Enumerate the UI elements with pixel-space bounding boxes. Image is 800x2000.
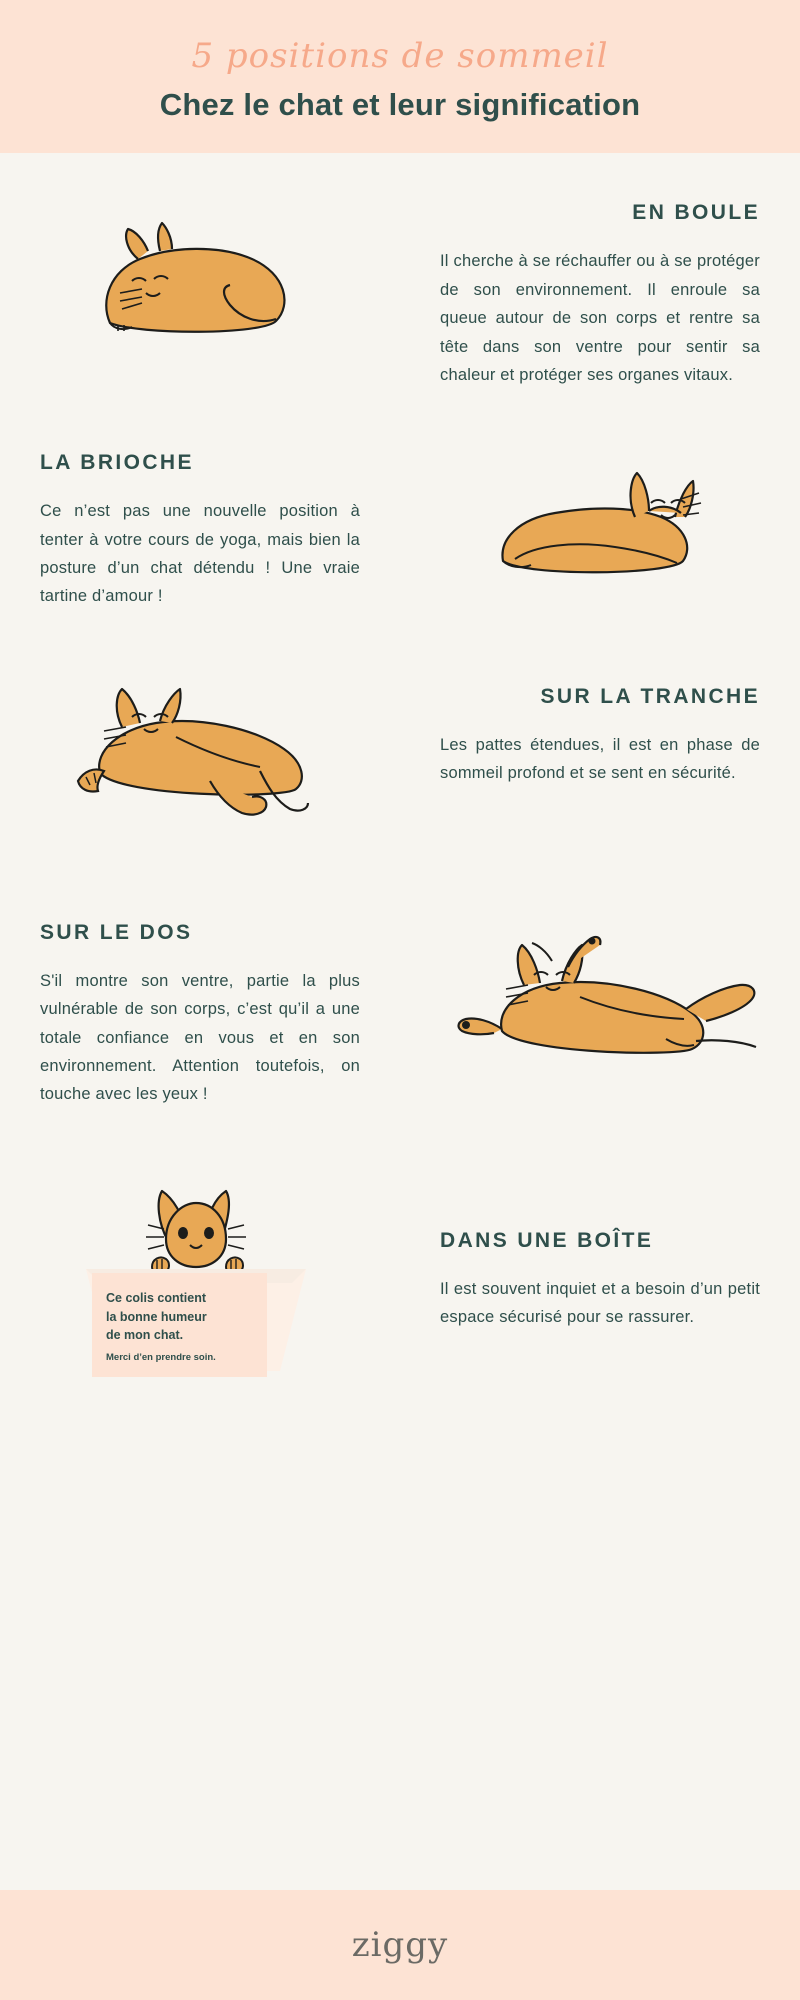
text-block-la-brioche <box>0 451 400 611</box>
heading-sur-la-tranche: SUR LA TRANCHE <box>540 684 760 708</box>
cat-on-back-illustration <box>400 921 800 1111</box>
header-script-title: 5 positions de sommeil <box>191 36 609 76</box>
parcel-line-1: Ce colis contient <box>106 1290 207 1305</box>
cat-on-side-illustration <box>0 677 400 847</box>
heading-la-brioche: LA BRIOCHE <box>40 451 194 475</box>
section-la-brioche <box>0 389 800 611</box>
page-title: Chez le chat et leur signification <box>159 87 641 123</box>
body-en-boule: Il cherche à se réchauffer ou à se protéger de son environnement. Il enroule sa queue autour de son corps et rentre sa tête dans son ventre pour sentir sa chaleur et protéger ses organes vitaux. <box>440 252 760 384</box>
cat-in-box-illustration <box>0 1145 400 1395</box>
body-sur-le-dos: S'il montre son ventre, partie la plus vulnérable de son corps, c’est qu’il a une totale confiance en vous et en son environnement. Attention toutefois, on touche avec les yeux ! <box>40 971 360 1104</box>
body-la-brioche: Ce n’est pas une nouvelle position à tenter à votre cours de yoga, mais bien la posture d’un chat détendu ! Une vraie tartine d’amour ! <box>40 502 360 606</box>
cat-loaf-illustration <box>400 451 800 601</box>
section-sur-la-tranche <box>0 611 800 847</box>
section-en-boule <box>0 153 800 389</box>
heading-sur-le-dos: SUR LE DOS <box>40 920 193 944</box>
text-block-sur-le-dos <box>0 921 400 1109</box>
parcel-line-2: la bonne humeur <box>106 1309 207 1324</box>
text-block-sur-la-tranche <box>400 677 800 788</box>
body-sur-la-tranche: Les pattes étendues, il est en phase de sommeil profond et se sent en sécurité. <box>440 735 760 783</box>
heading-en-boule: EN BOULE <box>632 201 760 225</box>
parcel-line-3: de mon chat. <box>106 1328 184 1343</box>
body-dans-une-boite: Il est souvent inquiet et a besoin d’un petit espace sécurisé pour se rassurer. <box>440 1279 760 1327</box>
ziggy-logo: ziggy <box>351 1925 449 1965</box>
section-sur-le-dos <box>0 847 800 1111</box>
section-dans-une-boite <box>0 1145 800 1395</box>
page-header <box>0 0 800 153</box>
parcel-note: Merci d’en prendre soin. <box>106 1352 216 1364</box>
text-block-en-boule <box>400 201 800 389</box>
page-footer <box>0 1890 800 2000</box>
cat-curled-up-illustration <box>0 201 400 361</box>
text-block-dans-une-boite <box>400 1145 800 1332</box>
heading-dans-une-boite: DANS UNE BOÎTE <box>440 1228 654 1252</box>
parcel-label <box>92 1273 267 1377</box>
